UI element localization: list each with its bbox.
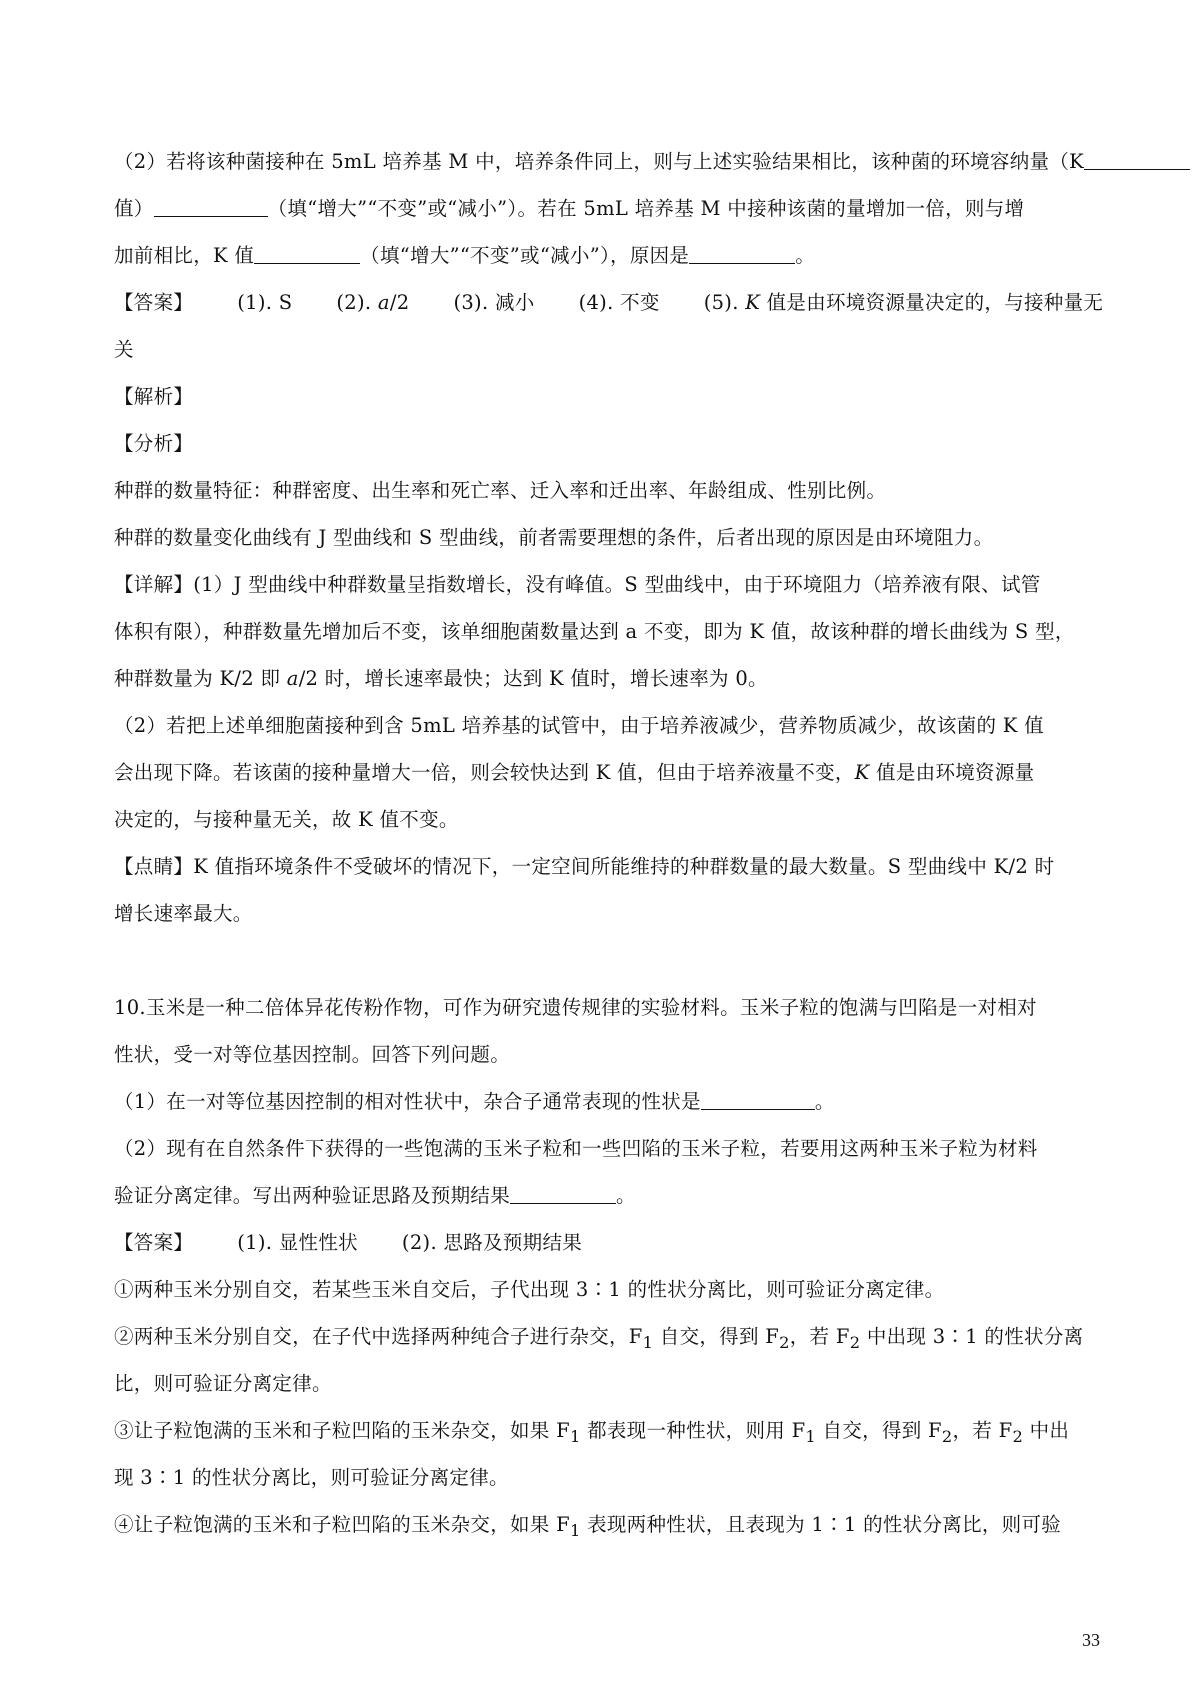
line-text: a: [286, 667, 299, 690]
line-text: 都表现一种性状，则用 F: [580, 1419, 806, 1442]
line-text: 加前相比，K 值: [114, 244, 255, 267]
text-line: [114, 1031, 1104, 1078]
answer-item: /2: [389, 291, 410, 314]
line-text: ②两种玉米分别自交，在子代中选择两种纯合子进行杂交，F: [114, 1325, 643, 1348]
line-text: K: [854, 761, 870, 784]
line-text: 值）: [114, 197, 154, 220]
line-text: 。: [814, 1090, 835, 1113]
answer-heading: 【答案】: [114, 291, 194, 314]
line-text: 值是由环境资源量: [869, 761, 1035, 784]
subscript: 2: [849, 1332, 861, 1352]
line-text: 自交，得到 F: [816, 1419, 942, 1442]
line-text: 【详解】(1）J 型曲线中种群数量呈指数增长，没有峰值。S 型曲线中，由于环境阻力（培养液有限、试管: [114, 573, 1041, 596]
line-text: 性状，受一对等位基因控制。回答下列问题。: [114, 1043, 511, 1066]
subscript: 1: [805, 1426, 817, 1446]
answer-heading: 【答案】: [114, 1231, 194, 1254]
line-text: （2）现有在自然条件下获得的一些饱满的玉米子粒和一些凹陷的玉米子粒，若要用这两种玉米子粒为材料: [114, 1137, 1038, 1160]
text-line: [114, 843, 1104, 890]
line-text: 种群的数量变化曲线有 J 型曲线和 S 型曲线，前者需要理想的条件，后者出现的原因是由环境阻力。: [114, 526, 994, 549]
text-line: [114, 1454, 1104, 1501]
section-heading: [114, 420, 1104, 467]
text-line: [114, 326, 1104, 373]
text-line: [114, 1313, 1104, 1360]
text-line: [114, 185, 1104, 232]
text-line: [114, 1266, 1104, 1313]
answer-line: [114, 279, 1104, 326]
answer-blank: [254, 243, 360, 264]
line-text: 【解析】: [114, 385, 194, 408]
line-text: 【分析】: [114, 432, 194, 455]
text-line: [114, 796, 1104, 843]
line-text: ，若 F: [789, 1325, 850, 1348]
text-line: [114, 138, 1104, 185]
answer-blank: [1084, 149, 1190, 170]
line-text: 验证分离定律。写出两种验证思路及预期结果: [114, 1184, 511, 1207]
line-text: （2）若把上述单细胞菌接种到含 5mL 培养基的试管中，由于培养液减少，营养物质减少，故该菌的 K 值: [114, 714, 1044, 737]
text-line: [114, 467, 1104, 514]
line-text: （填“增大”“不变”或“减小”），原因是: [360, 244, 690, 267]
answer-item: K: [745, 291, 761, 314]
text-line: [114, 561, 1104, 608]
line-text: 表现两种性状，且表现为 1∶1 的性状分离比，则可验: [580, 1513, 1062, 1536]
answer-item: (2). 思路及预期结果: [401, 1231, 583, 1254]
text-line: [114, 1501, 1104, 1548]
line-text: 关: [114, 338, 134, 361]
text-line: [114, 1125, 1104, 1172]
answer-item: 值是由环境资源量决定的，与接种量无: [760, 291, 1104, 314]
text-line: [114, 1172, 1104, 1219]
page-content: [114, 138, 1104, 1548]
line-text: 体积有限），种群数量先增加后不变，该单细胞菌数量达到 a 不变，即为 K 值，故该种群的增长曲线为 S 型，: [114, 620, 1075, 643]
line-text: ④让子粒饱满的玉米和子粒凹陷的玉米杂交，如果 F: [114, 1513, 570, 1536]
line-text: 会出现下降。若该菌的接种量增大一倍，则会较快达到 K 值，但由于培养液量不变，: [114, 761, 855, 784]
text-line: [114, 890, 1104, 937]
answer-blank: [154, 196, 268, 217]
answer-item: a: [377, 291, 390, 314]
line-text: 10.玉米是一种二倍体异花传粉作物，可作为研究遗传规律的实验材料。玉米子粒的饱满与凹陷是一对相对: [114, 996, 1037, 1019]
subscript: 2: [1012, 1426, 1024, 1446]
line-text: 比，则可验证分离定律。: [114, 1372, 332, 1395]
text-line: [114, 232, 1104, 279]
answer-item: (1). 显性性状: [237, 1231, 358, 1254]
answer-line: [114, 1219, 1104, 1266]
line-text: 种群的数量特征：种群密度、出生率和死亡率、迁入率和迁出率、年龄组成、性别比例。: [114, 479, 887, 502]
subscript: 1: [642, 1332, 654, 1352]
line-text: （填“增大”“不变”或“减小”）。若在 5mL 培养基 M 中接种该菌的量增加一倍，则与增: [267, 197, 1025, 220]
line-text: 种群数量为 K/2 即: [114, 667, 287, 690]
line-text: 【点睛】K 值指环境条件不受破坏的情况下，一定空间所能维持的种群数量的最大数量。S 型曲线中 K/2 时: [114, 855, 1055, 878]
text-line: [114, 608, 1104, 655]
subscript: 2: [941, 1426, 953, 1446]
section-heading: [114, 373, 1104, 420]
answer-blank: [689, 243, 795, 264]
line-text: ，若 F: [952, 1419, 1013, 1442]
answer-item: (3). 减小: [453, 291, 535, 314]
line-text: 中出: [1023, 1419, 1070, 1442]
answer-item: (4). 不变: [578, 291, 660, 314]
line-text: 。: [616, 1184, 636, 1207]
subscript: 1: [569, 1426, 581, 1446]
line-text: 决定的，与接种量无关，故 K 值不变。: [114, 808, 459, 831]
subscript: 1: [569, 1520, 581, 1540]
page-number: 33: [1082, 1630, 1100, 1650]
answer-blank: [701, 1089, 815, 1110]
text-line: [114, 702, 1104, 749]
text-line: [114, 1407, 1104, 1454]
line-text: 自交，得到 F: [653, 1325, 780, 1348]
text-line: [114, 1360, 1104, 1407]
line-text: /2 时，增长速率最快；达到 K 值时，增长速率为 0。: [298, 667, 768, 690]
answer-item: (1). S: [237, 291, 293, 314]
text-line: [114, 514, 1104, 561]
subscript: 2: [779, 1332, 790, 1352]
text-line: [114, 1078, 1104, 1125]
line-text: （1）在一对等位基因控制的相对性状中，杂合子通常表现的性状是: [114, 1090, 701, 1113]
line-text: 。: [795, 244, 816, 267]
line-text: 中出现 3∶1 的性状分离: [860, 1325, 1084, 1348]
answer-item: (5).: [703, 291, 746, 314]
line-text: ③让子粒饱满的玉米和子粒凹陷的玉米杂交，如果 F: [114, 1419, 570, 1442]
answer-item: (2).: [336, 291, 378, 314]
line-text: 现 3∶1 的性状分离比，则可验证分离定律。: [114, 1466, 509, 1489]
question-line: [114, 984, 1104, 1031]
text-line: [114, 749, 1104, 796]
line-text: ①两种玉米分别自交，若某些玉米自交后，子代出现 3∶1 的性状分离比，则可验证分离定律。: [114, 1278, 945, 1301]
line-text: 增长速率最大。: [114, 902, 253, 925]
text-line: [114, 655, 1104, 702]
answer-blank: [510, 1183, 616, 1204]
line-text: （2）若将该种菌接种在 5mL 培养基 M 中，培养条件同上，则与上述实验结果相比，该种菌的环境容纳量（K: [114, 150, 1084, 173]
